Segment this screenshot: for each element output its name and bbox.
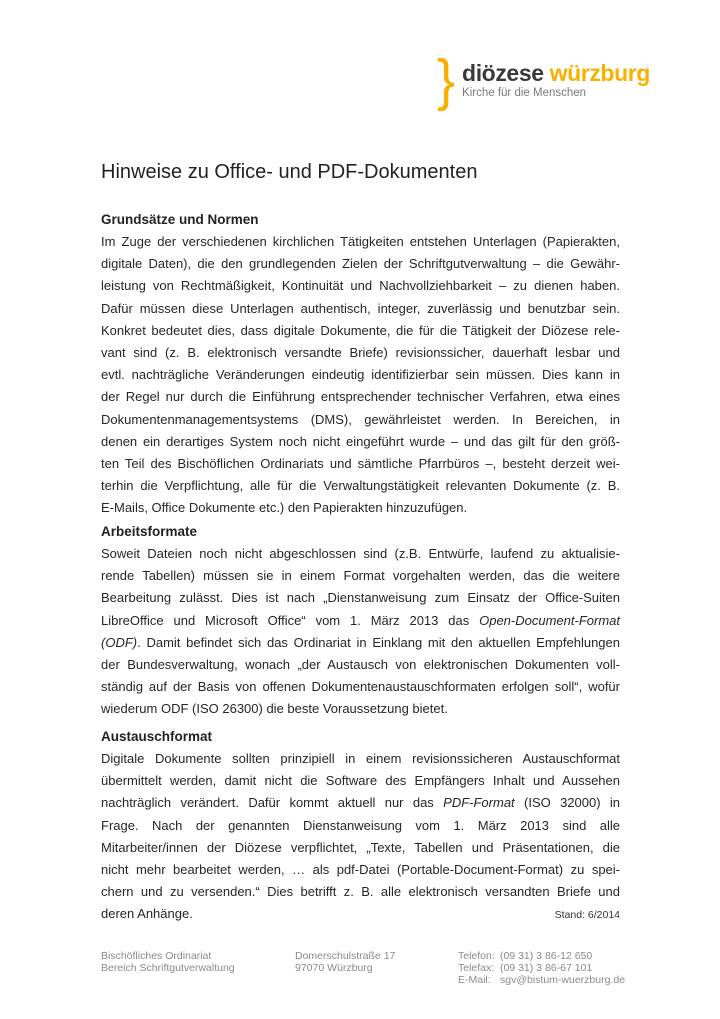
footer-org-line: Bereich Schriftgutverwaltung [101,962,235,975]
footer-phone-row [458,950,625,962]
phone-label: Telefon: [458,950,495,962]
paragraph-line: Bearbeitung zulässt. Dies ist nach „Dienstanweisung zum Einsatz der Office-Suiten [101,590,620,606]
paragraph-line: digitale Daten), die den grundlegenden Zielen der Schriftgutverwaltung – die Gewähr- [101,256,620,272]
section-heading: Austauschformat [101,729,213,744]
footer-contact [458,950,625,987]
email-label: E-Mail: [458,974,491,987]
fax-value: (09 31) 3 86-67 101 [500,962,593,975]
paragraph-line: wiederum ODF (ISO 26300) die beste Voraussetzung bietet. [101,701,448,717]
paragraph-line: terhin die Verpflichtung, alle für die Verwaltungstätigkeit relevanten Dokumente (z. B. [101,478,620,494]
logo-word-accent: würzburg [549,60,650,86]
paragraph [101,543,620,721]
logo-tagline: Kirche für die Menschen [462,87,587,99]
paragraph-line: Mitarbeiter/innen der Diözese verpflichtet, „Texte, Tabellen und Präsentationen, die [101,839,620,855]
section-0 [101,209,620,520]
paragraph-line: Dafür müssen diese Unterlagen authentisch, integer, zuverlässig und benutzbar sein. [101,300,620,316]
paragraph [101,231,620,520]
footer-address-line: Domerschulstraße 17 [295,950,396,962]
logo-name [462,61,650,85]
diocese-logo [437,48,650,112]
paragraph-line: leistung von Rechtmäßigkeit, Kontinuität und Nachvollziehbarkeit – zu dienen haben. [101,278,620,294]
paragraph-line: LibreOffice und Microsoft Office“ vom 1. März 2013 das Open-Document-Format [101,612,620,628]
paragraph-line: (ODF). Damit befindet sich das Ordinariat in Einklang mit den aktuellen Empfehlungen [101,634,620,650]
footer-address-line: 97070 Würzburg [295,962,373,975]
paragraph-line: Dokumentenmanagementsystems (DMS), gewährleistet werden. In Bereichen, in [101,411,620,427]
footer-email-row [458,974,625,986]
paragraph-line: der Regel nur durch die Einführung entsprechender technischer Verfahren, etwa eines [101,389,620,405]
footer-org [101,950,235,974]
footer-org-line: Bischöfliches Ordinariat [101,950,212,962]
paragraph-line: übermittelt werden, damit nicht die Software des Empfängers Inhalt und Aussehen [101,773,620,789]
paragraph-line: Digitale Dokumente sollten prinzipiell in einem revisionssicheren Austauschformat [101,751,620,766]
paragraph-line: vant sind (z. B. elektronisch versandte Briefe) revisionssicher, dauerhaft lesbar und [101,345,620,361]
paragraph-line: denen ein derartiges System noch nicht eingeführt wurde – und das gilt für den größ- [101,433,620,449]
section-2 [101,726,620,927]
logo-word-primary: diözese [462,60,544,86]
paragraph-line: der Bundesverwaltung, wonach „der Austausch von elektronischen Dokumenten voll- [101,657,620,673]
paragraph-line: ständig auf der Basis von offenen Dokumentenaustauschformaten erfolgen soll“, wofür [101,679,620,695]
paragraph [101,748,620,927]
logo-text [462,52,650,100]
paragraph-line: ten Teil des Bischöflichen Ordinariats und sämtliche Pfarrbüros –, besteht derzeit wei- [101,456,620,472]
paragraph-line-text: deren Anhänge. [101,906,193,922]
email-value: sgv@bistum-wuerzburg.de [500,974,626,987]
paragraph-line [101,903,620,926]
stand-note: Stand: 6/2014 [554,909,620,922]
section-heading: Arbeitsformate [101,524,198,539]
paragraph-line: rende Tabellen) müssen sie in einem Format vorgehalten werden, das die weitere [101,568,620,584]
paragraph-line: Im Zuge der verschiedenen kirchlichen Tätigkeiten entstehen Unterlagen (Papierakten, [101,234,620,249]
paragraph-line: chern und zu versenden.“ Dies betrifft z. B. alle elektronisch versandten Briefe und [101,884,620,900]
paragraph-line: evtl. nachträgliche Veränderungen eindeutig identifizierbar sein müssen. Dies kann in [101,367,620,383]
section-1 [101,521,620,721]
document-title: Hinweise zu Office- und PDF-Dokumenten [101,161,478,183]
brace-icon: } [437,48,456,112]
section-heading: Grundsätze und Normen [101,212,259,227]
footer-fax-row [458,962,625,974]
paragraph-line: Soweit Dateien noch nicht abgeschlossen sind (z.B. Entwürfe, laufend zu aktualisie- [101,546,620,561]
paragraph-line: nachträglich verändert. Dafür kommt aktuell nur das PDF-Format (ISO 32000) in [101,795,621,811]
paragraph-line: Konkret bedeutet dies, dass digitale Dokumente, die für die Tätigkeit der Diözese rele- [101,322,620,338]
phone-value: (09 31) 3 86-12 650 [500,950,593,962]
paragraph-line: E-Mails, Office Dokumente etc.) den Papierakten hinzuzufügen. [101,500,468,516]
fax-label: Telefax: [458,962,495,975]
paragraph-line: nicht mehr bearbeitet werden, … als pdf-Datei (Portable-Document-Format) zu spei- [101,862,620,878]
paragraph-line: Frage. Nach der genannten Dienstanweisung vom 1. März 2013 sind alle [101,817,620,833]
footer-address [295,950,395,974]
